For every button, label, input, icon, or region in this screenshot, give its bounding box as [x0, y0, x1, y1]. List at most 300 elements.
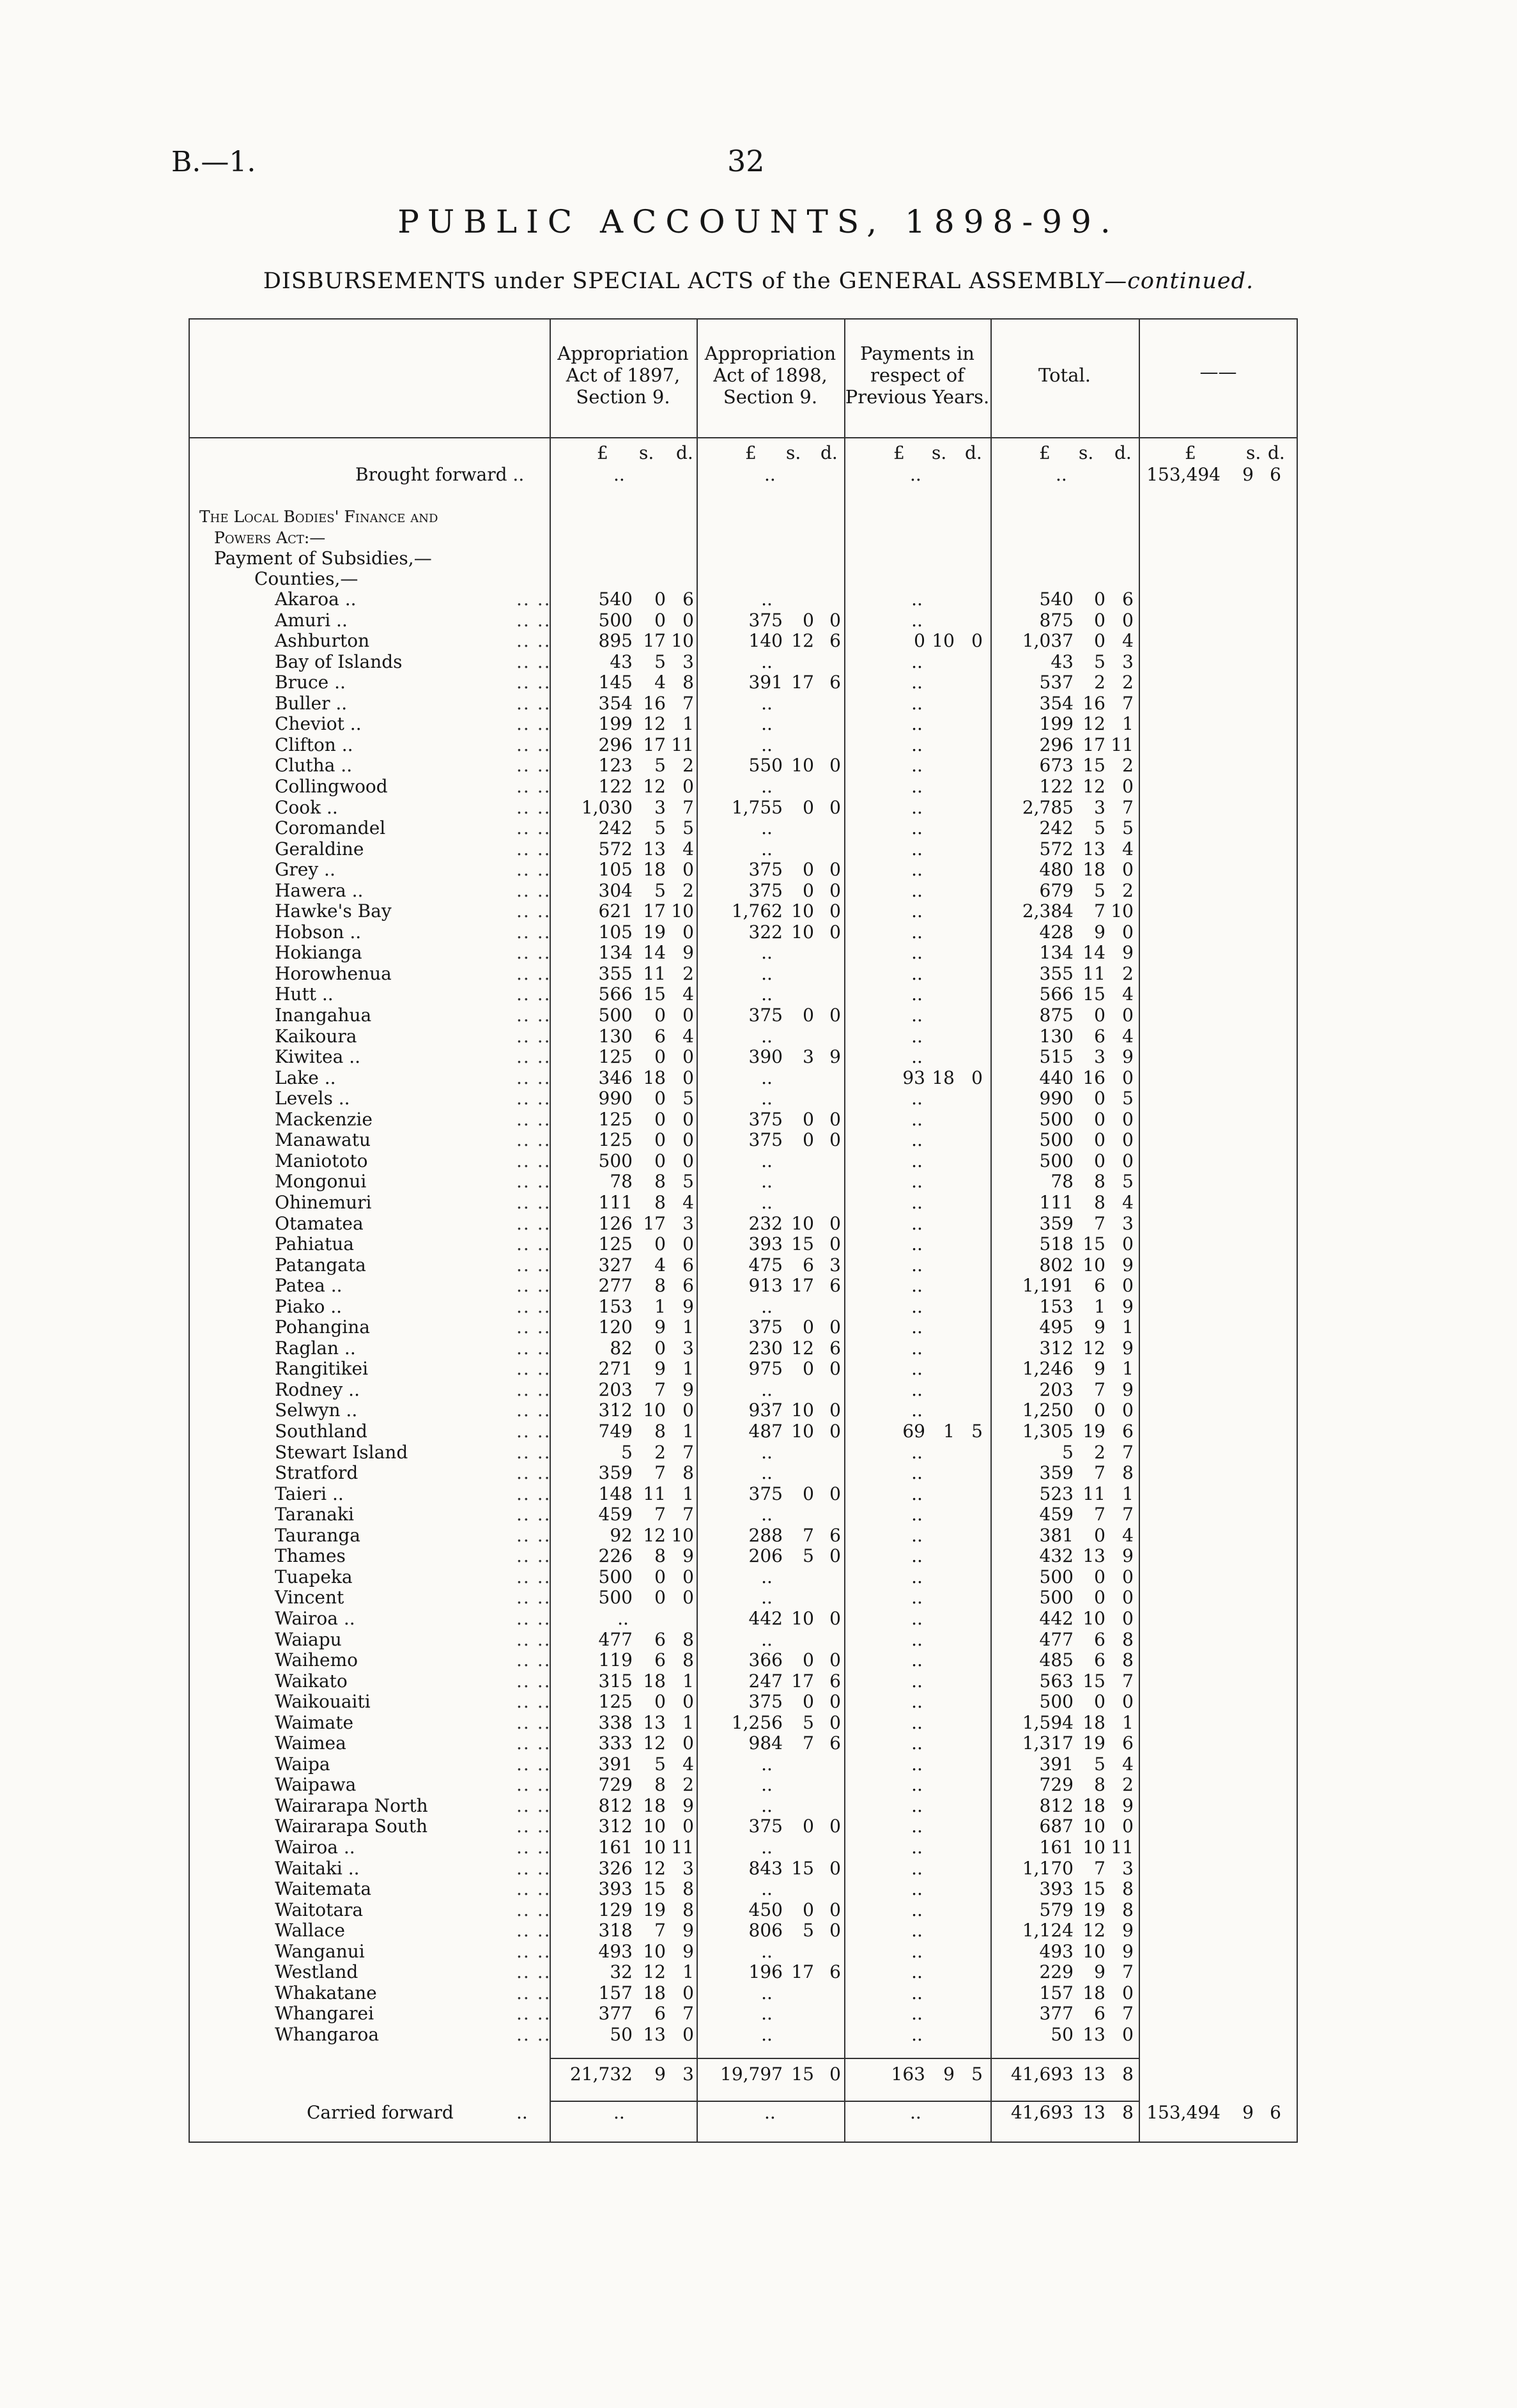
bf-pence: 6 [1270, 464, 1281, 485]
table-row [0, 881, 1517, 901]
table-row [0, 798, 1517, 818]
amount-cell: 6 [654, 2003, 666, 2025]
amount-cell: 8 [654, 1171, 666, 1192]
table-row [0, 1879, 1517, 1899]
amount-cell: 450 [748, 1899, 783, 1920]
amount-cell: 10 [1082, 1837, 1105, 1858]
amount-cell: 122 [1039, 776, 1074, 797]
amount-cell: 0 [1094, 1400, 1105, 1421]
amount-cell: 0 [682, 1587, 694, 1609]
empty-mark: .. [911, 859, 923, 881]
leader-dots: .. .. [516, 2003, 551, 2025]
amount-cell: 6 [654, 1628, 666, 1650]
table-row [0, 1754, 1517, 1775]
amount-cell: 0 [682, 1691, 694, 1713]
amount-cell: 1,256 [731, 1711, 783, 1733]
amount-cell: 393 [1039, 1878, 1074, 1900]
table-row [0, 735, 1517, 755]
leader-dots: .. .. [516, 1441, 551, 1463]
empty-mark: .. [911, 1920, 923, 1941]
amount-cell: 7 [1122, 692, 1134, 714]
empty-mark: .. [911, 589, 923, 610]
table-row [0, 1463, 1517, 1483]
empty-mark: .. [911, 1400, 923, 1421]
amount-cell: 1 [1094, 1295, 1105, 1317]
amount-cell: 3 [682, 1857, 694, 1879]
amount-cell: 375 [748, 1108, 783, 1130]
amount-cell: 134 [1039, 942, 1074, 964]
units-row [0, 443, 1517, 463]
amount-cell: 0 [829, 1816, 841, 1837]
empty-mark: .. [911, 734, 923, 755]
amount-cell: 1 [1122, 713, 1134, 735]
leader-dots: .. .. [516, 1670, 551, 1692]
amount-cell: 0 [654, 1046, 666, 1068]
amount-cell: 812 [598, 1794, 633, 1816]
amount-cell: 9 [1122, 1920, 1134, 1941]
table-row [0, 631, 1517, 651]
amount-cell: 11 [1082, 962, 1105, 984]
amount-cell: 0 [682, 859, 694, 881]
table-row [0, 1338, 1517, 1359]
leader-dots: .. .. [516, 734, 551, 755]
amount-cell: 7 [1122, 796, 1134, 818]
amount-cell: 5 [1094, 817, 1105, 838]
amount-cell: 312 [1039, 1337, 1074, 1359]
amount-cell: 0 [829, 879, 841, 901]
empty-mark: .. [761, 1940, 773, 1962]
table-row [0, 776, 1517, 797]
amount-cell: 572 [1039, 838, 1074, 860]
amount-cell: 296 [598, 734, 633, 755]
table-row [0, 1796, 1517, 1816]
leader-dots: .. .. [516, 1462, 551, 1484]
leader-dots: .. .. [516, 713, 551, 735]
table-row [0, 964, 1517, 984]
amount-cell: 377 [598, 2003, 633, 2025]
amount-cell: 500 [598, 1005, 633, 1026]
amount-cell: 5 [682, 1171, 694, 1192]
empty-mark: .. [911, 1524, 923, 1546]
amount-cell: 161 [1039, 1837, 1074, 1858]
leader-dots: .. .. [516, 672, 551, 693]
county-name: Kaikoura [275, 1025, 357, 1047]
table-row [0, 693, 1517, 714]
amount-cell: 8 [654, 1421, 666, 1442]
amount-cell: 875 [1039, 609, 1074, 631]
county-name: Rangitikei [275, 1358, 369, 1380]
amount-cell: 749 [598, 1421, 633, 1442]
amount-cell: 15 [1082, 984, 1105, 1005]
amount-cell: 12 [643, 1733, 666, 1754]
county-name: Waihemo [275, 1649, 358, 1671]
empty-mark: .. [911, 1837, 923, 1858]
county-name: Waipa [275, 1753, 330, 1775]
leader-dots: .. .. [516, 1733, 551, 1754]
table-row [0, 1837, 1517, 1858]
county-name: Taieri .. [275, 1483, 344, 1504]
amount-cell: 13 [643, 2023, 666, 2045]
amount-cell: 6 [682, 1275, 694, 1297]
county-name: Waitaki .. [275, 1857, 360, 1879]
amount-cell: 242 [1039, 817, 1074, 838]
amount-cell: 0 [829, 1920, 841, 1941]
empty-mark: .. [761, 1067, 773, 1088]
amount-cell: 125 [598, 1108, 633, 1130]
amount-cell: 315 [598, 1670, 633, 1692]
amount-cell: 518 [1039, 1233, 1074, 1254]
amount-cell: 338 [598, 1711, 633, 1733]
subsection-heading [0, 548, 1517, 569]
amount-cell: 4 [682, 838, 694, 860]
table-row [0, 1088, 1517, 1109]
amount-cell: 0 [1122, 1400, 1134, 1421]
amount-cell: 2 [1094, 1441, 1105, 1463]
amount-cell: 806 [748, 1920, 783, 1941]
header-rule [190, 437, 1297, 438]
unit-shilling: s. [932, 442, 947, 463]
amount-cell: 0 [1122, 1150, 1134, 1171]
amount-cell: 7 [1122, 1504, 1134, 1525]
amount-cell: 0 [829, 1129, 841, 1151]
cf-pence: 6 [1270, 2102, 1281, 2123]
amount-cell: 6 [829, 1275, 841, 1297]
table-row [0, 1255, 1517, 1276]
amount-cell: 10 [643, 1400, 666, 1421]
leader-dots: .. .. [516, 776, 551, 797]
unit-shilling: s. [786, 442, 801, 463]
amount-cell: 2,785 [1022, 796, 1074, 818]
subsection-heading-line1: Payment of Subsidies,— [214, 548, 432, 569]
amount-cell: 1,317 [1022, 1733, 1074, 1754]
amount-cell: 500 [1039, 1108, 1074, 1130]
amount-cell: 500 [1039, 1587, 1074, 1609]
empty-mark: .. [911, 1233, 923, 1254]
empty-mark: .. [911, 651, 923, 672]
amount-cell: 15 [1082, 755, 1105, 776]
amount-cell: 13 [1082, 838, 1105, 860]
amount-cell: 1 [1122, 1711, 1134, 1733]
amount-cell: 8 [1094, 1774, 1105, 1796]
amount-cell: 7 [1122, 1670, 1134, 1692]
amount-cell: 0 [682, 1046, 694, 1068]
leader-dots: .. .. [516, 1483, 551, 1504]
amount-cell: 5 [1062, 1441, 1074, 1463]
amount-cell: 9 [1122, 942, 1134, 964]
amount-cell: 130 [1039, 1025, 1074, 1047]
amount-cell: 0 [682, 1733, 694, 1754]
empty-mark: .. [911, 817, 923, 838]
amount-cell: 0 [829, 1400, 841, 1421]
amount-cell: 687 [1039, 1816, 1074, 1837]
amount-cell: 375 [748, 1483, 783, 1504]
subtitle-continued: continued. [1127, 268, 1254, 294]
leader-dots: .. .. [516, 1067, 551, 1088]
amount-cell: 843 [748, 1857, 783, 1879]
amount-cell: 0 [654, 1150, 666, 1171]
empty-mark: .. [911, 1670, 923, 1692]
amount-cell: 3 [1094, 1046, 1105, 1068]
leader-dots: .. .. [516, 900, 551, 922]
leader-dots: .. .. [516, 1607, 551, 1629]
amount-cell: 15 [791, 1857, 814, 1879]
leader-dots: .. .. [516, 1816, 551, 1837]
empty-mark: .. [911, 1191, 923, 1213]
amount-cell: 0 [829, 859, 841, 881]
county-name: Southland [275, 1421, 367, 1442]
empty-mark: .. [761, 589, 773, 610]
county-name: Rodney .. [275, 1378, 360, 1400]
amount-cell: 11 [643, 962, 666, 984]
amount-cell: 78 [610, 1171, 633, 1192]
table-row [0, 1151, 1517, 1171]
amount-cell: 0 [803, 879, 814, 901]
cf-shillings: 9 [1242, 2102, 1254, 2123]
amount-cell: 6 [829, 1733, 841, 1754]
amount-cell: 0 [803, 1816, 814, 1837]
leader-dots: .. .. [516, 1129, 551, 1151]
amount-cell: 17 [643, 734, 666, 755]
brought-forward-row [0, 465, 1517, 485]
table-row [0, 1214, 1517, 1234]
amount-cell: 7 [803, 1524, 814, 1546]
empty-mark: .. [911, 984, 923, 1005]
amount-cell: 18 [1082, 1711, 1105, 1733]
page-subtitle [0, 268, 1517, 294]
unit-shilling: s. [1246, 442, 1261, 463]
amount-cell: 206 [748, 1545, 783, 1567]
amount-cell: 5 [803, 1920, 814, 1941]
amount-cell: 913 [748, 1275, 783, 1297]
empty-mark: .. [911, 1025, 923, 1047]
amount-cell: 1,755 [731, 796, 783, 818]
amount-cell: 354 [598, 692, 633, 714]
amount-cell: 10 [1082, 1940, 1105, 1962]
county-name: Manawatu [275, 1129, 371, 1151]
amount-cell: 0 [803, 1649, 814, 1671]
county-name: Tuapeka [275, 1566, 353, 1587]
table-row [0, 1816, 1517, 1837]
amount-cell: 875 [1039, 1005, 1074, 1026]
total-previous-pounds: 163 [891, 2064, 925, 2085]
amount-cell: 0 [654, 1233, 666, 1254]
county-name: Waitotara [275, 1899, 364, 1920]
amount-cell: 0 [1094, 609, 1105, 631]
empty-mark: .. [911, 1462, 923, 1484]
amount-cell: 355 [1039, 962, 1074, 984]
empty-mark: .. [761, 1295, 773, 1317]
subtitle-main: DISBURSEMENTS under SPECIAL ACTS of the GENERAL ASSEMBLY— [263, 268, 1128, 294]
amount-cell: 0 [803, 859, 814, 881]
table-row [0, 2025, 1517, 2045]
unit-pound: £ [893, 442, 905, 463]
total-1898-pounds: 19,797 [720, 2064, 783, 2085]
amount-cell: 393 [748, 1233, 783, 1254]
empty-mark: .. [911, 1005, 923, 1026]
amount-cell: 0 [682, 1816, 694, 1837]
amount-cell: 196 [748, 1961, 783, 1983]
amount-cell: 2,384 [1022, 900, 1074, 922]
empty-mark: .. [911, 962, 923, 984]
amount-cell: 442 [748, 1607, 783, 1629]
amount-cell: 2 [1122, 879, 1134, 901]
amount-cell: 12 [643, 1857, 666, 1879]
leader-dots: .. .. [516, 1316, 551, 1338]
amount-cell: 0 [971, 630, 983, 652]
amount-cell: 0 [682, 1005, 694, 1026]
empty-mark: .. [911, 1129, 923, 1151]
amount-cell: 10 [643, 1816, 666, 1837]
table-row [0, 1068, 1517, 1088]
amount-cell: 7 [654, 1462, 666, 1484]
amount-cell: 3 [1094, 796, 1105, 818]
table-row [0, 672, 1517, 693]
amount-cell: 8 [654, 1191, 666, 1213]
empty-mark: .. [911, 1857, 923, 1879]
empty-mark: .. [761, 817, 773, 838]
amount-cell: 247 [748, 1670, 783, 1692]
amount-cell: 8 [1094, 1171, 1105, 1192]
table-row [0, 1733, 1517, 1754]
amount-cell: 500 [1039, 1691, 1074, 1713]
amount-cell: 126 [598, 1212, 633, 1234]
amount-cell: 12 [791, 1337, 814, 1359]
amount-cell: 9 [1122, 1254, 1134, 1276]
county-name: Otamatea [275, 1212, 364, 1234]
empty-mark: .. [911, 838, 923, 860]
amount-cell: 9 [654, 1316, 666, 1338]
amount-cell: 0 [829, 1607, 841, 1629]
empty-mark: .. [911, 1212, 923, 1234]
amount-cell: 18 [643, 859, 666, 881]
amount-cell: 0 [1094, 1691, 1105, 1713]
amount-cell: 2 [1122, 672, 1134, 693]
amount-cell: 0 [654, 1337, 666, 1359]
amount-cell: 0 [829, 1857, 841, 1879]
amount-cell: 0 [829, 755, 841, 776]
amount-cell: 13 [1082, 1545, 1105, 1567]
amount-cell: 242 [598, 817, 633, 838]
amount-cell: 3 [1122, 1857, 1134, 1879]
empty-mark: .. [911, 1108, 923, 1130]
amount-cell: 5 [1094, 879, 1105, 901]
amount-cell: 12 [643, 713, 666, 735]
amount-cell: 0 [1094, 1150, 1105, 1171]
amount-cell: 5 [654, 879, 666, 901]
amount-cell: 11 [643, 1483, 666, 1504]
empty-mark: .. [911, 1816, 923, 1837]
leader-dots: .. .. [516, 962, 551, 984]
amount-cell: 1 [682, 1711, 694, 1733]
amount-cell: 0 [1122, 1129, 1134, 1151]
amount-cell: 0 [829, 1358, 841, 1380]
amount-cell: 5 [654, 755, 666, 776]
amount-cell: 359 [598, 1462, 633, 1484]
amount-cell: 17 [791, 1275, 814, 1297]
amount-cell: 50 [1051, 2023, 1074, 2045]
amount-cell: 0 [1122, 1691, 1134, 1713]
amount-cell: 50 [610, 2023, 633, 2045]
leader-dots: .. .. [516, 589, 551, 610]
amount-cell: 0 [1094, 1088, 1105, 1109]
amount-cell: 140 [748, 630, 783, 652]
amount-cell: 111 [598, 1191, 633, 1213]
leader-dots: .. .. [516, 921, 551, 943]
table-row [0, 943, 1517, 963]
amount-cell: 2 [1122, 1774, 1134, 1796]
amount-cell: 480 [1039, 859, 1074, 881]
amount-cell: 0 [1122, 609, 1134, 631]
amount-cell: 3 [1122, 651, 1134, 672]
table-row [0, 922, 1517, 943]
table-row [0, 1192, 1517, 1213]
amount-cell: 523 [1039, 1483, 1074, 1504]
amount-cell: 6 [1122, 589, 1134, 610]
amount-cell: 10 [791, 921, 814, 943]
amount-cell: 119 [598, 1649, 633, 1671]
amount-cell: 15 [643, 1878, 666, 1900]
amount-cell: 32 [610, 1961, 633, 1983]
county-name: Hawke's Bay [275, 900, 392, 922]
county-name: Waipawa [275, 1774, 357, 1796]
amount-cell: 0 [829, 1233, 841, 1254]
amount-cell: 2 [1122, 962, 1134, 984]
empty-mark: .. [911, 713, 923, 735]
amount-cell: 4 [682, 1753, 694, 1775]
amount-cell: 9 [654, 1358, 666, 1380]
county-name: Horowhenua [275, 962, 392, 984]
table-row [0, 1941, 1517, 1962]
amount-cell: 157 [598, 1982, 633, 2003]
amount-cell: 4 [682, 1191, 694, 1213]
amount-cell: 1 [943, 1421, 955, 1442]
leader-dots: .. .. [516, 1191, 551, 1213]
amount-cell: 0 [829, 1212, 841, 1234]
amount-cell: 5 [682, 1088, 694, 1109]
amount-cell: 4 [682, 984, 694, 1005]
leader-dots: .. .. [516, 1920, 551, 1941]
amount-cell: 937 [748, 1400, 783, 1421]
leader-dots: .. .. [516, 1005, 551, 1026]
amount-cell: 0 [654, 1566, 666, 1587]
amount-cell: 1 [654, 1295, 666, 1317]
amount-cell: 1 [682, 1961, 694, 1983]
empty-mark: .. [911, 1150, 923, 1171]
empty-mark: .. [761, 1628, 773, 1650]
amount-cell: 3 [682, 1337, 694, 1359]
amount-cell: 312 [598, 1400, 633, 1421]
county-name: Taranaki [275, 1504, 354, 1525]
col-header-previous: Payments in respect of Previous Years. [845, 343, 990, 408]
amount-cell: 78 [1051, 1171, 1074, 1192]
leader-dots: .. .. [516, 1774, 551, 1796]
amount-cell: 391 [748, 672, 783, 693]
amount-cell: 8 [682, 1899, 694, 1920]
amount-cell: 232 [748, 1212, 783, 1234]
county-name: Ohinemuri [275, 1191, 372, 1213]
leader-dots: .. .. [516, 1025, 551, 1047]
amount-cell: 1 [682, 1483, 694, 1504]
table-row [0, 714, 1517, 734]
amount-cell: 10 [791, 755, 814, 776]
amount-cell: 9 [829, 1046, 841, 1068]
amount-cell: 0 [829, 1483, 841, 1504]
amount-cell: 11 [1082, 1483, 1105, 1504]
leader-dots: .. .. [516, 859, 551, 881]
leader-dots: .. .. [516, 609, 551, 631]
empty-mark: .. [911, 1733, 923, 1754]
amount-cell: 130 [598, 1025, 633, 1047]
